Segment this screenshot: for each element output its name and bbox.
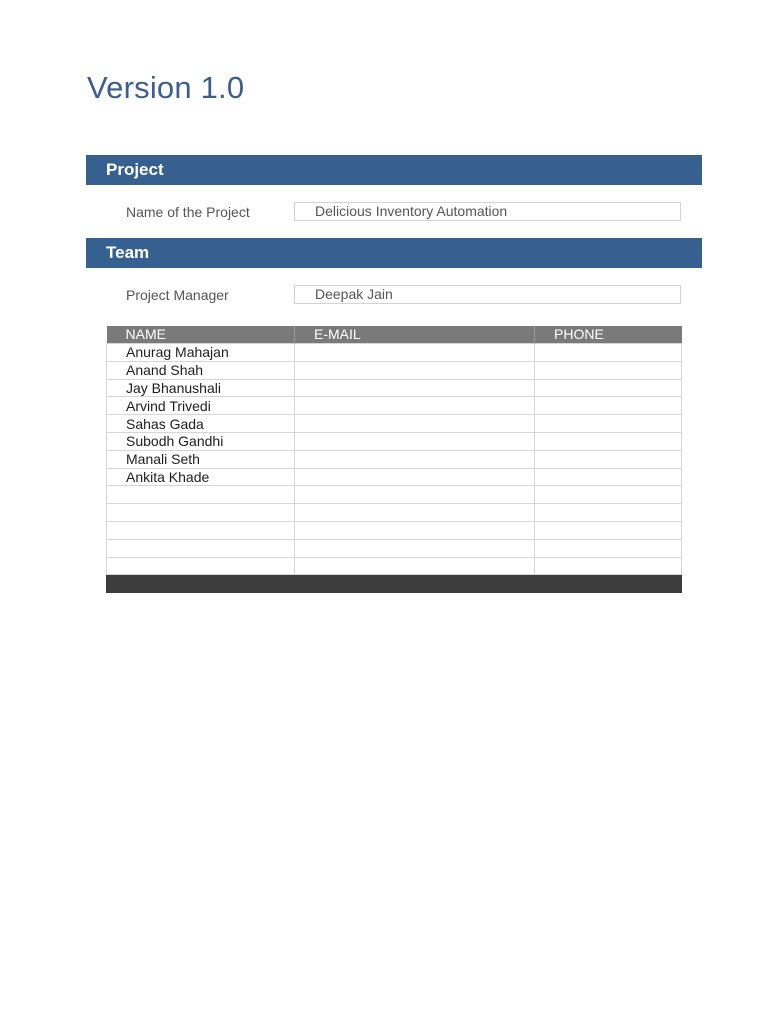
team-section-heading: Team (86, 238, 702, 268)
member-name-cell[interactable]: Arvind Trivedi (107, 397, 295, 415)
project-manager-field[interactable]: Deepak Jain (294, 285, 681, 304)
table-row (107, 361, 682, 379)
member-phone-cell[interactable] (535, 397, 682, 415)
member-name-cell[interactable]: Anand Shah (107, 361, 295, 379)
member-email-cell[interactable] (295, 486, 535, 504)
footer-cell (107, 575, 295, 593)
member-phone-cell[interactable] (535, 468, 682, 486)
member-email-cell[interactable] (295, 468, 535, 486)
project-section-heading: Project (86, 155, 702, 185)
member-email-cell[interactable] (295, 361, 535, 379)
column-header-phone: PHONE (535, 326, 682, 344)
team-table-header-row (107, 326, 682, 344)
table-row (107, 521, 682, 539)
member-name-cell[interactable]: Ankita Khade (107, 468, 295, 486)
member-email-cell[interactable] (295, 344, 535, 362)
table-row (107, 486, 682, 504)
member-email-cell[interactable] (295, 397, 535, 415)
table-row (107, 415, 682, 433)
member-phone-cell[interactable] (535, 504, 682, 522)
member-phone-cell[interactable] (535, 539, 682, 557)
member-name-cell[interactable]: Subodh Gandhi (107, 432, 295, 450)
table-row (107, 557, 682, 575)
footer-cell (295, 575, 535, 593)
member-name-cell[interactable] (107, 521, 295, 539)
member-phone-cell[interactable] (535, 432, 682, 450)
member-email-cell[interactable] (295, 432, 535, 450)
member-email-cell[interactable] (295, 450, 535, 468)
member-name-cell[interactable]: Jay Bhanushali (107, 379, 295, 397)
project-name-field[interactable]: Delicious Inventory Automation (294, 202, 681, 221)
table-row (107, 397, 682, 415)
member-name-cell[interactable] (107, 539, 295, 557)
member-email-cell[interactable] (295, 379, 535, 397)
member-name-cell[interactable]: Manali Seth (107, 450, 295, 468)
document-title: Version 1.0 (87, 70, 245, 105)
member-phone-cell[interactable] (535, 344, 682, 362)
member-phone-cell[interactable] (535, 450, 682, 468)
member-phone-cell[interactable] (535, 415, 682, 433)
column-header-name: NAME (107, 326, 295, 344)
footer-cell (535, 575, 682, 593)
member-email-cell[interactable] (295, 521, 535, 539)
member-phone-cell[interactable] (535, 379, 682, 397)
member-email-cell[interactable] (295, 415, 535, 433)
table-row (107, 450, 682, 468)
member-name-cell[interactable] (107, 557, 295, 575)
member-email-cell[interactable] (295, 539, 535, 557)
member-phone-cell[interactable] (535, 521, 682, 539)
member-phone-cell[interactable] (535, 486, 682, 504)
member-email-cell[interactable] (295, 557, 535, 575)
member-name-cell[interactable]: Anurag Mahajan (107, 344, 295, 362)
member-email-cell[interactable] (295, 504, 535, 522)
member-phone-cell[interactable] (535, 557, 682, 575)
member-name-cell[interactable]: Sahas Gada (107, 415, 295, 433)
project-name-label: Name of the Project (126, 204, 250, 220)
team-table (106, 326, 682, 593)
table-row (107, 344, 682, 362)
member-name-cell[interactable] (107, 486, 295, 504)
table-row (107, 432, 682, 450)
member-phone-cell[interactable] (535, 361, 682, 379)
table-row (107, 539, 682, 557)
table-row (107, 379, 682, 397)
team-table-footer (107, 575, 682, 593)
table-row (107, 504, 682, 522)
table-row (107, 468, 682, 486)
project-manager-label: Project Manager (126, 287, 229, 303)
member-name-cell[interactable] (107, 504, 295, 522)
column-header-email: E-MAIL (295, 326, 535, 344)
